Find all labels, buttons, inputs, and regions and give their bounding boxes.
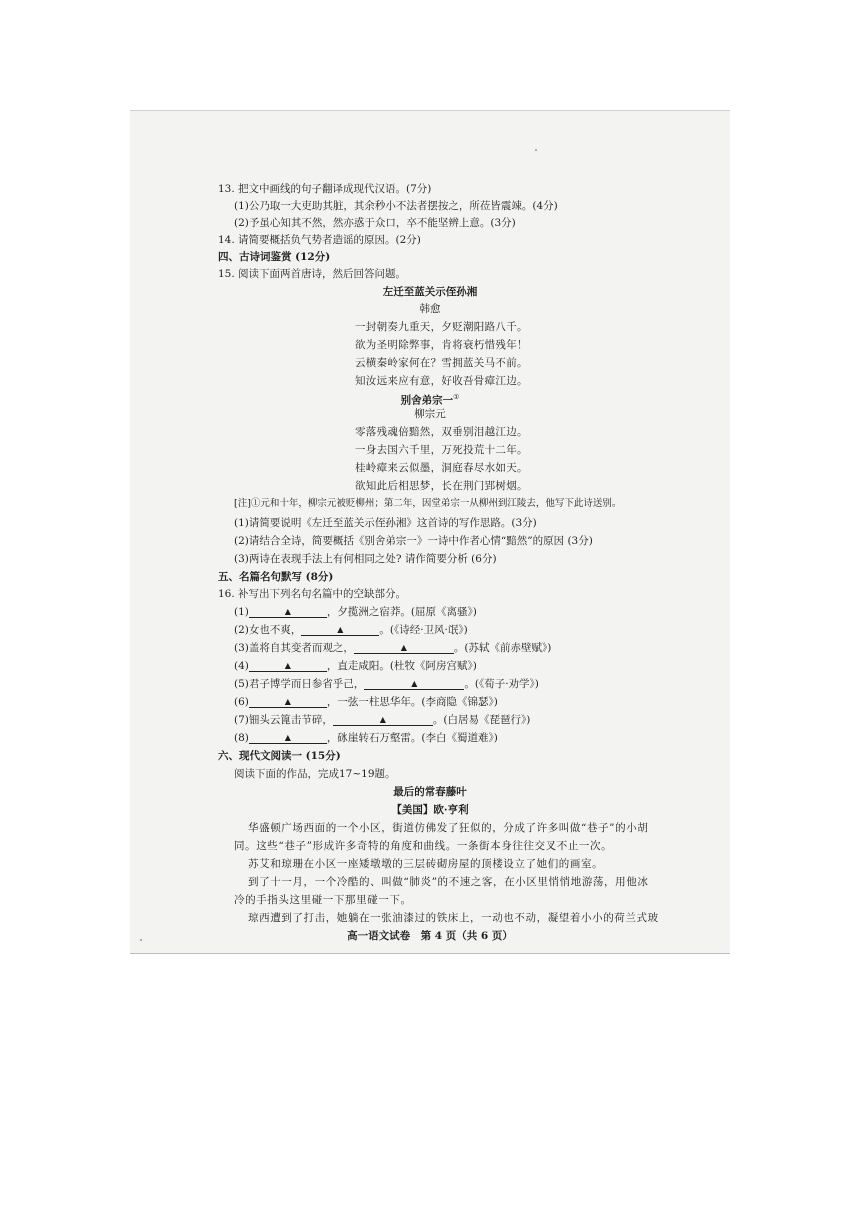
fill-suffix: 。(白居易《琵琶行》) xyxy=(432,714,531,726)
blank-marker: ▲ xyxy=(379,715,386,724)
answer-blank[interactable] xyxy=(354,641,454,654)
fill-prefix: (6) xyxy=(234,696,249,708)
q13-sub-1: (1)公乃取一大吏助其脏，其余秒小不法者摆按之，所莅皆震竦。(4分) xyxy=(234,200,558,212)
poem-note: [注]①元和十年，柳宗元被贬柳州；第二年，因堂弟宗一从柳州到江陵去，他写下此诗送别。 xyxy=(234,498,622,509)
fill-suffix: 。(苏轼《前赤壁赋》) xyxy=(453,642,552,654)
poem2-line: 欲知此后相思梦，长在荆门郢树烟。 xyxy=(355,480,528,492)
section-4-heading: 四、古诗词鉴赏 (12分) xyxy=(218,251,331,263)
section-6-heading: 六、现代文阅读一 (15分) xyxy=(218,750,341,762)
fill-blank-item xyxy=(234,639,551,657)
blank-marker: ▲ xyxy=(284,733,291,742)
story-author: 【美国】欧·亨利 xyxy=(391,804,469,816)
poem2-note-mark: ① xyxy=(453,393,460,401)
fill-blank-item xyxy=(234,693,498,711)
q13-stem: 13. 把文中画线的句子翻译成现代汉语。(7分) xyxy=(218,183,432,195)
fill-blank-item xyxy=(234,675,539,693)
fill-prefix: (3)盖将自其变者而观之， xyxy=(234,642,354,654)
fill-prefix: (2)女也不爽， xyxy=(234,624,302,636)
blank-marker: ▲ xyxy=(284,607,291,616)
poem2-line: 零落残魂倍黯然，双垂别泪越江边。 xyxy=(355,426,528,438)
fill-blank-item xyxy=(234,621,468,639)
blank-marker: ▲ xyxy=(284,697,291,706)
poem1-title: 左迁至蓝关示侄孙湘 xyxy=(382,286,478,298)
answer-blank[interactable] xyxy=(301,623,379,636)
q14: 14. 请简要概括负气势者造谣的原因。(2分) xyxy=(218,234,421,246)
blank-marker: ▲ xyxy=(400,643,407,652)
q15-stem: 15. 阅读下面两首唐诗，然后回答问题。 xyxy=(218,268,407,280)
fill-suffix: 。(《荀子·劝学》) xyxy=(464,678,539,690)
reading-instruction: 阅读下面的作品，完成17~19题。 xyxy=(234,768,396,780)
scanned-exam-page xyxy=(130,110,730,954)
fill-blank-item xyxy=(234,657,477,675)
fill-prefix: (1) xyxy=(234,606,249,618)
poem2-author: 柳宗元 xyxy=(414,408,446,420)
fill-suffix: 。(《诗经·卫风·氓》) xyxy=(379,624,468,636)
fill-suffix: ，一弦一柱思华年。(李商隐《锦瑟》) xyxy=(326,696,498,708)
fill-blank-item xyxy=(234,603,477,621)
fill-prefix: (5)君子博学而日参省乎己， xyxy=(234,678,365,690)
fill-suffix: ，夕揽洲之宿莽。(屈原《离骚》) xyxy=(326,606,477,618)
q15-sub: (2)请结合全诗，简要概括《别舍弟宗一》一诗中作者心情“黯然”的原因 (3分) xyxy=(234,535,593,547)
poem1-line: 云横秦岭家何在？雪拥蓝关马不前。 xyxy=(355,357,528,369)
answer-blank[interactable] xyxy=(333,713,433,726)
story-text-line: 华盛顿广场西面的一个小区，街道仿佛发了狂似的，分成了许多叫做“巷子”的小胡 xyxy=(248,822,649,834)
poem1-line: 欲为圣明除弊事，肯将衰朽惜残年！ xyxy=(355,339,528,351)
blank-marker: ▲ xyxy=(411,679,418,688)
story-title: 最后的常春藤叶 xyxy=(393,786,467,798)
answer-blank[interactable] xyxy=(249,731,327,744)
section-5-heading: 五、名篇名句默写 (8分) xyxy=(218,571,334,583)
q16-stem: 16. 补写出下列名句名篇中的空缺部分。 xyxy=(218,588,407,600)
answer-blank[interactable] xyxy=(249,695,327,708)
fill-blank-item xyxy=(234,711,530,729)
poem1-author: 韩愈 xyxy=(419,303,441,315)
poem2-line: 一身去国六千里，万死投荒十二年。 xyxy=(355,444,528,456)
q13-sub-2: (2)予虽心知其不然，然亦惑于众口，卒不能坚辨上意。(3分) xyxy=(234,217,516,229)
fill-suffix: ，直走咸阳。(杜牧《阿房宫赋》) xyxy=(326,660,477,672)
answer-blank[interactable] xyxy=(249,659,327,672)
fill-prefix: (7)钿头云篦击节碎， xyxy=(234,714,333,726)
fill-prefix: (8) xyxy=(234,732,249,744)
blank-marker: ▲ xyxy=(284,661,291,670)
q15-sub: (3)两诗在表现手法上有何相同之处? 请作简要分析 (6分) xyxy=(234,553,497,565)
fill-blank-item xyxy=(234,729,498,747)
page-footer: 高一语文试卷 第 4 页（共 6 页） xyxy=(347,930,513,942)
scan-speck xyxy=(535,149,537,151)
poem1-line: 知汝远来应有意，好收吾骨瘴江边。 xyxy=(355,375,528,387)
answer-blank[interactable] xyxy=(249,605,327,618)
answer-blank[interactable] xyxy=(364,677,464,690)
story-text-line: 苏艾和琼珊在小区一座矮墩墩的三层砖砌房屋的顶楼设立了她们的画室。 xyxy=(248,858,604,870)
q15-sub: (1)请简要说明《左迁至蓝关示侄孙湘》这首诗的写作思路。(3分) xyxy=(234,517,537,529)
fill-suffix: ，砯崖转石万壑雷。(李白《蜀道难》) xyxy=(326,732,498,744)
story-text-line: 冷的手指头这里碰一下那里碰一下。 xyxy=(234,894,412,906)
blank-marker: ▲ xyxy=(337,625,344,634)
fill-prefix: (4) xyxy=(234,660,249,672)
story-text-line: 琼西遭到了打击，她躺在一张油漆过的铁床上，一动也不动，凝望着小小的荷兰式玻 xyxy=(248,912,659,924)
poem1-line: 一封朝奏九重天，夕贬潮阳路八千。 xyxy=(355,321,528,333)
story-text-line: 到了十一月，一个冷酷的、叫做“肺炎”的不速之客，在小区里悄悄地游荡，用他冰 xyxy=(248,876,649,888)
story-text-line: 同。这些“巷子”形成许多奇特的角度和曲线。一条街本身往往交叉不止一次。 xyxy=(234,840,613,852)
poem2-line: 桂岭瘴来云似墨，洞庭春尽水如天。 xyxy=(355,462,528,474)
poem2-title-text: 别舍弟宗一 xyxy=(400,394,454,407)
